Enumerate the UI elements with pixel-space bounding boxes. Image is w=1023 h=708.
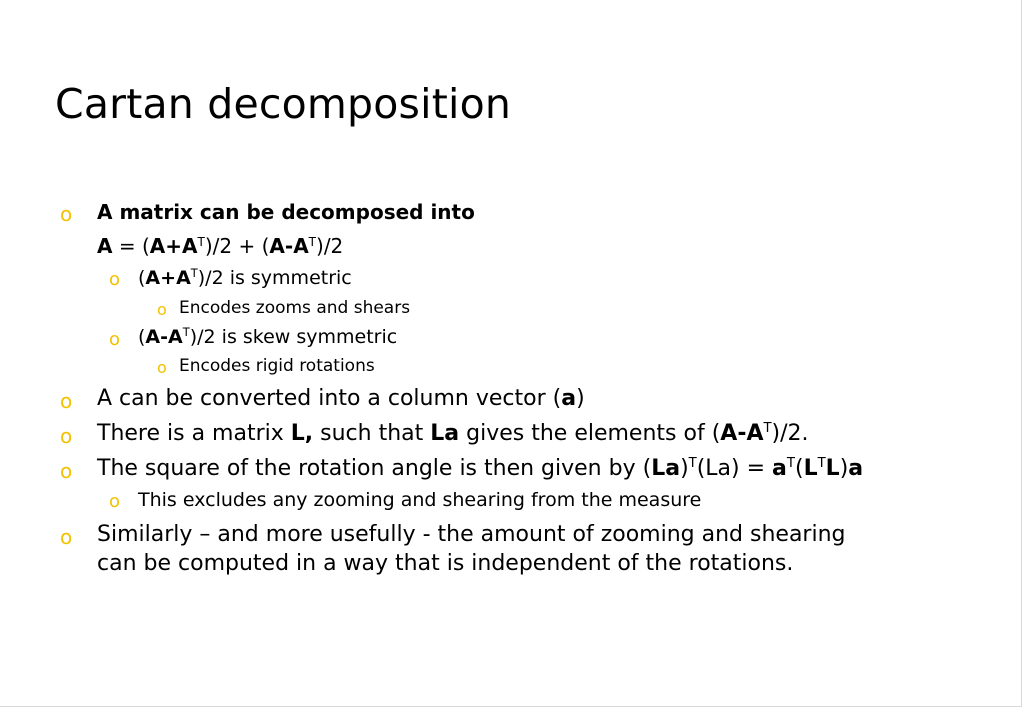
bullet-marker: o: [109, 491, 121, 512]
bullet-marker: o: [60, 459, 73, 483]
bullet-text: A matrix can be decomposed into: [97, 200, 475, 224]
bullet-text-line-2: can be computed in a way that is independent of the rotations.: [97, 551, 794, 576]
formula-symbol: A: [182, 234, 198, 258]
formula-symbol: a: [848, 456, 864, 481]
bullet-marker: o: [60, 202, 73, 226]
text-part: ): [576, 386, 585, 411]
text-part: ): [680, 456, 689, 481]
formula-symbol: +: [160, 267, 177, 289]
transpose-superscript: T: [182, 325, 190, 340]
text-part: (La) =: [696, 456, 773, 481]
slide-title: Cartan decomposition: [55, 80, 512, 128]
bullet-text: [97, 456, 863, 481]
formula-symbol: -: [737, 421, 747, 446]
text-part: (: [138, 267, 146, 289]
formula-symbol: A: [145, 326, 161, 348]
formula-symbol: -: [160, 326, 169, 348]
text-part: ): [839, 456, 849, 481]
text-part: (: [794, 456, 804, 481]
formula-symbol: A: [97, 234, 113, 258]
bullet-text: Encodes rigid rotations: [179, 356, 375, 376]
bullet-text: [97, 421, 809, 446]
text-part: The square of the rotation angle is then given by (: [97, 456, 652, 481]
bullet-marker: o: [157, 300, 167, 319]
bullet-marker: o: [109, 329, 121, 350]
bullet-marker: o: [60, 424, 73, 448]
bullet-text: [138, 326, 397, 348]
bullet-marker: o: [60, 389, 73, 413]
formula-symbol: L: [825, 456, 840, 481]
formula-symbol: L: [803, 456, 818, 481]
transpose-superscript: T: [786, 456, 795, 472]
transpose-superscript: T: [817, 456, 826, 472]
bullet-marker: o: [157, 358, 167, 377]
bullet-text: This excludes any zooming and shearing from the measure: [138, 489, 702, 511]
text-part: )/2 is skew symmetric: [189, 326, 398, 348]
bullet-text: [138, 267, 352, 289]
formula-text: )/2 + (: [204, 234, 270, 258]
formula-symbol: +: [165, 234, 183, 258]
formula-symbol: La: [651, 456, 681, 481]
formula-symbol: A: [269, 234, 285, 258]
transpose-superscript: T: [688, 456, 697, 472]
text-part: )/2.: [771, 421, 809, 446]
bullet-text: Encodes zooms and shears: [179, 298, 411, 318]
bullet-text: [97, 386, 585, 411]
formula-symbol: La: [430, 421, 460, 446]
formula-text: )/2: [316, 234, 344, 258]
formula-symbol: -: [284, 234, 294, 258]
formula-symbol: A: [176, 267, 191, 289]
transpose-superscript: T: [190, 266, 198, 281]
formula-symbol: L,: [290, 421, 314, 446]
formula-symbol: A: [145, 267, 161, 289]
transpose-superscript: T: [763, 421, 772, 437]
bullet-text-line-1: Similarly – and more usefully - the amount of zooming and shearing: [97, 522, 846, 547]
text-part: )/2 is symmetric: [197, 267, 352, 289]
formula-line: [97, 234, 343, 258]
bullet-marker: o: [60, 525, 73, 549]
formula-symbol: a: [561, 386, 577, 411]
formula-symbol: A: [746, 421, 764, 446]
transpose-superscript: T: [197, 234, 205, 249]
formula-text: = (: [112, 234, 150, 258]
text-part: gives the elements of (: [459, 421, 721, 446]
text-part: A can be converted into a column vector (: [97, 386, 562, 411]
transpose-superscript: T: [308, 234, 317, 249]
formula-symbol: A: [168, 326, 183, 348]
formula-symbol: a: [772, 456, 787, 481]
bullet-marker: o: [109, 269, 121, 290]
formula-symbol: A: [720, 421, 738, 446]
text-part: such that: [313, 421, 431, 446]
text-part: (: [138, 326, 146, 348]
formula-symbol: A: [149, 234, 166, 258]
formula-symbol: A: [293, 234, 309, 258]
text-part: There is a matrix: [97, 421, 291, 446]
